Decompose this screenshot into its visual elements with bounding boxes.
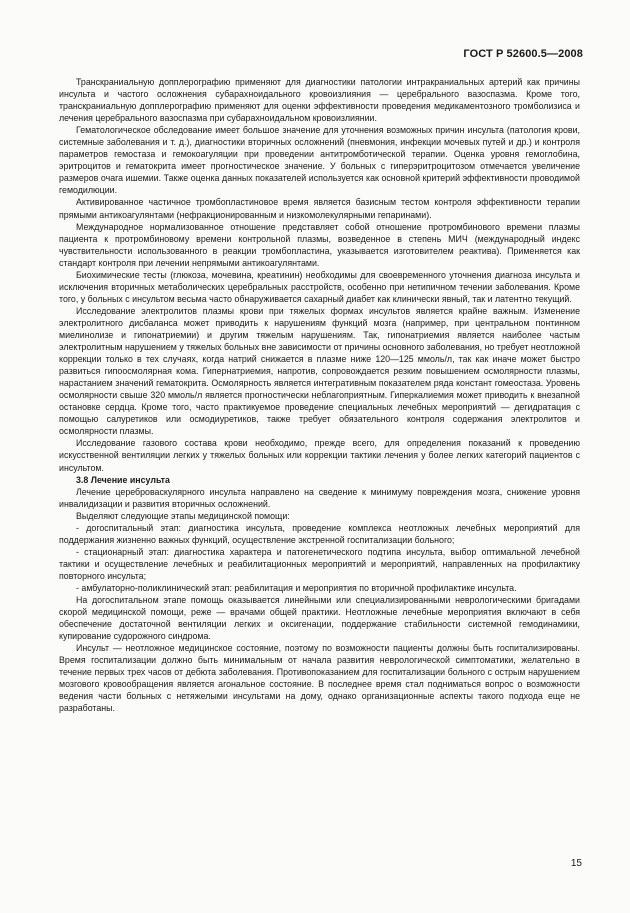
paragraph-hematology: Гематологическое обследование имеет большое значение для уточнения возможных причин инсульта (патология крови, системные заболевания и т. д.), диагностики вторичных осложнений (пневмония, инфекции мочевых путей и др.) и контроля параметров гемостаза и гемокоагуляции при проведении антитромботической терапии. Оценка уровня гемоглобина, эритроцитов и гематокрита имеет прогностическое значение. У больных с гиперэритроцитозом отмечается увеличение размеров очага ишемии. Также оценка данных показателей используется как основной критерий эффективности проводимой гемодилюции. bbox=[59, 125, 580, 196]
page-body bbox=[59, 76, 580, 714]
list-item-prehospital: - догоспитальный этап: диагностика инсульта, проведение комплекса неотложных лечебных мероприятий для поддержания жизненно важных функций, осуществление экстренной госпитализации больного; bbox=[59, 522, 580, 545]
paragraph-prehospital-care: На догоспитальном этапе помощь оказывается линейными или специализированными неврологическими бригадами скорой медицинской помощи, реже — врачами общей практики. Неотложные лечебные мероприятия включают в себя обеспечение достаточной вентиляции легких и оксигенации, поддержание стабильности системной гемодинамики, купирование судорожного синдрома. bbox=[59, 595, 580, 642]
paragraph-blood-gas: Исследование газового состава крови необходимо, прежде всего, для определения показаний к проведению искусственной вентиляции легких у тяжелых больных или коррекции тактики лечения у более легких категорий пациентов с инсультом. bbox=[59, 438, 580, 473]
paragraph-treatment-goal: Лечение цереброваскулярного инсульта направлено на сведение к минимуму повреждения мозга, снижение уровня инвалидизации и развития вторичных осложнений. bbox=[59, 486, 580, 509]
paragraph-electrolytes: Исследование электролитов плазмы крови при тяжелых формах инсультов является крайне важным. Изменение электролитного дисбаланса может приводить к нарушениям функций мозга (например, при центральном понтинном миелинолизе и гипонатриемии) и другим тяжелым нарушениям. Так, гипонатриемия является наиболее частым электролитным нарушением у тяжелых больных вне зависимости от причины основного заболевания, но требует неотложной коррекции только в тех случаях, когда натрий снижается в плазме ниже 120—125 ммоль/л, так как иначе может быстро развиться гипоосмолярная кома. Гипернатриемия, напротив, сопровождается резким повышением осмолярности плазмы, нарастанием значений гематокрита. Осмолярность является интегративным показателем ряда констант гомеостаза. Уровень осмолярности свыше 320 ммоль/л является прогностически неблагоприятным. Гиперкалиемия может приводить к внезапной остановке сердца. Кроме того, часто практикуемое проведение специальных лечебных мероприятий — дегидратация с помощью салуретиков или осмодиуретиков, также требует обязательного контроля содержания электролитов и осмолярности плазмы. bbox=[59, 305, 581, 437]
paragraph-hospitalization: Инсульт — неотложное медицинское состояние, поэтому по возможности пациенты должны быть госпитализированы. Время госпитализации должно быть минимальным от начала развития неврологической симптоматики, желательно в течение первых трех часов от дебюта заболевания. Противопоказанием для госпитализации больного с острым нарушением мозгового кровообращения является агональное состояние. В последнее время стал подниматься вопрос о возможности ведения части больных с нетяжелыми инсультами на дому, однако организационные аспекты такого подхода еще не разработаны. bbox=[59, 643, 580, 714]
paragraph-stages-intro: Выделяют следующие этапы медицинской помощи: bbox=[76, 510, 290, 521]
page-number: 15 bbox=[570, 858, 582, 869]
section-heading: 3.8 Лечение инсульта bbox=[76, 474, 170, 485]
paragraph-inr: Международное нормализованное отношение представляет собой отношение протромбинового времени плазмы пациента к протромбиновому времени контрольной плазмы, возведенное в степень МИЧ (международный индекс чувствительности использованного в реакции тромбопластина, указывается изготовителем реактива). Применяется как стандарт контроля при лечении непрямыми антикоагулянтами. bbox=[59, 221, 580, 268]
list-item-outpatient: - амбулаторно-поликлинический этап: реабилитация и мероприятия по вторичной профилактике инсульта. bbox=[76, 582, 517, 593]
list-item-hospital: - стационарный этап: диагностика характера и патогенетического подтипа инсульта, выбор оптимальной лечебной тактики и осуществление лечебных и реабилитационных мероприятий и мероприятий, направленных на профилактику повторного инсульта; bbox=[59, 546, 580, 581]
paragraph-aptt: Активированное частичное тромбопластиновое время является базисным тестом контроля эффективности терапии прямыми антикоагулянтами (нефракционированным и низкомолекулярными гепаринами). bbox=[59, 197, 580, 220]
paragraph-biochemistry: Биохимические тесты (глюкоза, мочевина, креатинин) необходимы для своевременного уточнения диагноза инсульта и исключения вторичных метаболических церебральных расстройств, особенно при нетипичном течении заболевания. Кроме того, у больных с инсультом весьма часто обнаруживается сахарный диабет как клинически явный, так и латентно текущий. bbox=[59, 269, 580, 304]
standard-code-header: ГОСТ Р 52600.5—2008 bbox=[463, 48, 583, 60]
paragraph-transcranial-doppler: Транскраниальную допплерографию применяют для диагностики патологии интракраниальных артерий как причины инсульта и частого осложнения субарахноидального кровоизлияния — церебрального вазоспазма. Кроме того, транскраниальную допплерографию применяют для оценки эффективности проведения медикаментозного тромболизиса и лечения церебрального вазоспазма при субарахноидальном кровоизлиянии. bbox=[59, 77, 580, 124]
